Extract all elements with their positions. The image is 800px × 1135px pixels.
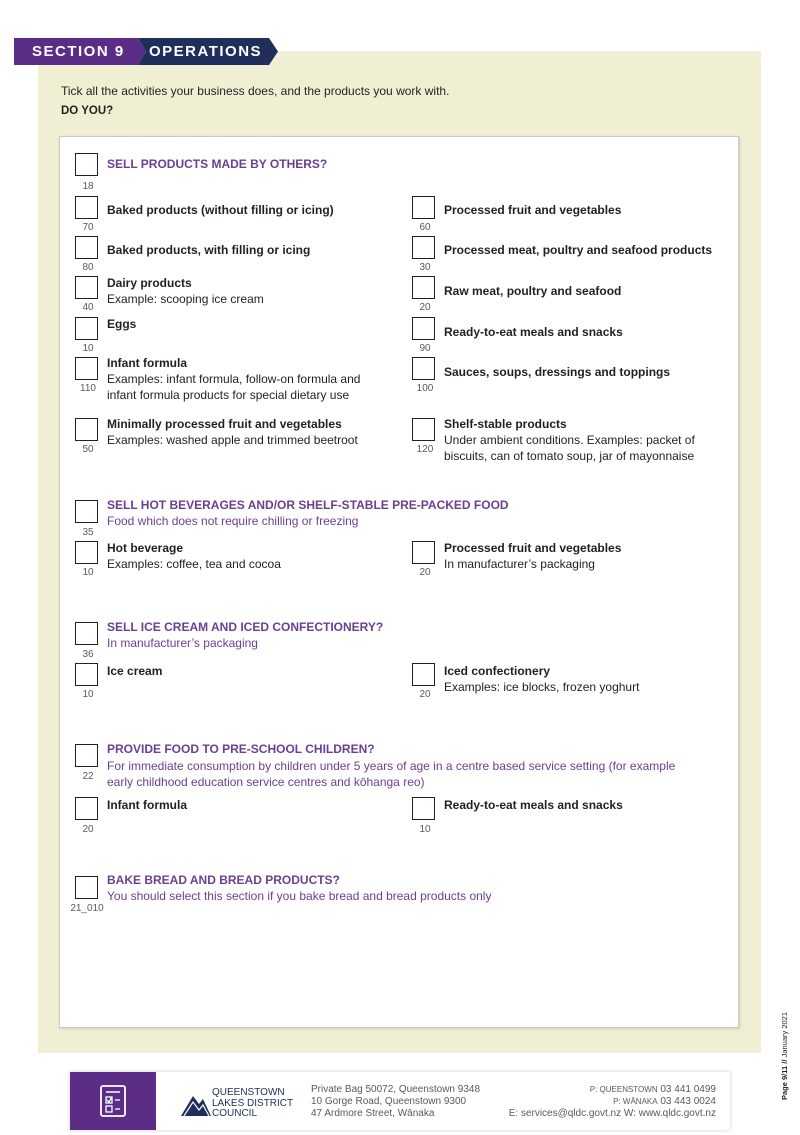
code-label: 110	[80, 383, 96, 394]
section-heading-bake-bread: BAKE BREAD AND BREAD PRODUCTS?	[107, 873, 340, 887]
code-label: 18	[82, 181, 94, 192]
item-label: Baked products (without filling or icing)	[107, 203, 334, 217]
checkbox-infant-formula[interactable]	[75, 357, 98, 380]
item-label: Processed fruit and vegetables	[444, 203, 622, 217]
checkbox-preschool-ready-to-eat[interactable]	[412, 797, 435, 820]
checkbox-sell-ice-cream[interactable]	[75, 622, 98, 645]
item-description: Examples: coffee, tea and cocoa	[107, 557, 281, 571]
code-label: 20	[419, 302, 431, 313]
section-title: OPERATIONS	[149, 43, 263, 60]
code-label: 21_010	[70, 903, 104, 914]
email-link[interactable]: services@qldc.govt.nz	[520, 1108, 622, 1119]
phone-wanaka[interactable]: 03 443 0024	[660, 1096, 716, 1107]
section-heading-hot-beverages: SELL HOT BEVERAGES AND/OR SHELF-STABLE PRE-PACKED FOOD	[107, 498, 509, 512]
item-label: Ready-to-eat meals and snacks	[444, 798, 623, 812]
item-description: Example: scooping ice cream	[107, 292, 264, 306]
code-label: 70	[82, 222, 94, 233]
section-subheading: Food which does not require chilling or freezing	[107, 514, 359, 528]
phone-queenstown[interactable]: 03 441 0499	[660, 1084, 716, 1095]
code-label: 50	[82, 444, 94, 455]
code-label: 100	[416, 383, 434, 394]
code-label: 20	[82, 824, 94, 835]
item-description: In manufacturer’s packaging	[444, 557, 595, 571]
checkbox-sauces-soups[interactable]	[412, 357, 435, 380]
page-separator: //	[780, 1059, 789, 1064]
code-label: 10	[82, 689, 94, 700]
section-subheading: For immediate consumption by children under 5 years of age in a centre based service setting (for example early childhood education service centres and kōhanga reo)	[107, 759, 676, 789]
code-label: 22	[82, 771, 94, 782]
section-subheading: You should select this section if you bake bread and bread products only	[107, 889, 492, 903]
email-label: E:	[508, 1108, 519, 1119]
code-label: 30	[419, 262, 431, 273]
phone-queenstown-label: P: QUEENSTOWN	[589, 1085, 658, 1094]
do-you-heading: DO YOU?	[61, 105, 114, 117]
code-label: 10	[82, 343, 94, 354]
item-label: Shelf-stable products Under ambient conditions. Examples: packet of biscuits, can of tomato soup, jar of mayonnaise	[444, 417, 695, 463]
item-description: Examples: infant formula, follow-on formula and	[107, 372, 361, 386]
item-label: Processed meat, poultry and seafood products	[444, 243, 713, 257]
code-label: 120	[416, 444, 434, 455]
checkbox-minimally-processed[interactable]	[75, 418, 98, 441]
issue-date: January 2021	[780, 1011, 789, 1058]
item-label: Minimally processed fruit and vegetables Examples: washed apple and trimmed beetroot	[107, 417, 358, 447]
code-label: 20	[419, 689, 431, 700]
instruction-text: Tick all the activities your business does, and the products you work with.	[61, 84, 450, 98]
item-label: Infant formula Examples: infant formula, follow-on formula and infant formula products for special dietary use	[107, 356, 361, 402]
page-number-date	[780, 1012, 789, 1100]
checkbox-preschool-infant-formula[interactable]	[75, 797, 98, 820]
phone-wanaka-label: P: WĀNAKA	[613, 1097, 658, 1106]
item-label: Infant formula	[107, 798, 187, 812]
qldc-mountain-logo-icon	[181, 1090, 211, 1116]
checkbox-ice-cream[interactable]	[75, 663, 98, 686]
checkbox-iced-confectionery[interactable]	[412, 663, 435, 686]
form-document-icon	[70, 1072, 156, 1130]
item-label: Raw meat, poultry and seafood	[444, 284, 622, 298]
item-label: Ready-to-eat meals and snacks	[444, 325, 623, 339]
checkbox-eggs[interactable]	[75, 317, 98, 340]
code-label: 60	[419, 222, 431, 233]
code-label: 20	[419, 567, 431, 578]
checkbox-baked-without-filling[interactable]	[75, 196, 98, 219]
item-description: biscuits, can of tomato soup, jar of mayonnaise	[444, 449, 695, 463]
checkbox-raw-meat[interactable]	[412, 276, 435, 299]
page-number: Page 9/11	[780, 1065, 789, 1100]
section-subheading: In manufacturer’s packaging	[107, 636, 258, 650]
footer-form-icon-block	[70, 1072, 156, 1130]
postal-address: Private Bag 50072, Queenstown 9348 10 Gorge Road, Queenstown 9300 47 Ardmore Street, Wānaka	[311, 1084, 481, 1119]
code-label: 35	[82, 527, 94, 538]
item-label: Sauces, soups, dressings and toppings	[444, 365, 671, 379]
section-number: SECTION 9	[32, 43, 125, 60]
checkbox-shelf-stable[interactable]	[412, 418, 435, 441]
code-label: 36	[82, 649, 94, 660]
contact-details	[470, 1084, 716, 1120]
web-label: W:	[623, 1108, 636, 1119]
checkbox-provide-food-preschool[interactable]	[75, 744, 98, 767]
code-label: 10	[419, 824, 431, 835]
item-label: Processed fruit and vegetables In manufacturer’s packaging	[444, 541, 622, 571]
checkbox-ready-to-eat[interactable]	[412, 317, 435, 340]
checkbox-processed-fruit-veg-packaged[interactable]	[412, 541, 435, 564]
checkbox-sell-products-made-by-others[interactable]	[75, 153, 98, 176]
section-heading-sell-products: SELL PRODUCTS MADE BY OTHERS?	[107, 157, 328, 171]
checkbox-processed-fruit-veg[interactable]	[412, 196, 435, 219]
code-label: 80	[82, 262, 94, 273]
checkbox-processed-meat[interactable]	[412, 236, 435, 259]
item-description: Under ambient conditions. Examples: packet of	[444, 433, 695, 447]
item-description: Examples: ice blocks, frozen yoghurt	[444, 680, 640, 694]
item-description: Examples: washed apple and trimmed beetroot	[107, 433, 358, 447]
item-label: Eggs	[107, 317, 137, 331]
checkbox-bake-bread[interactable]	[75, 876, 98, 899]
checkbox-sell-hot-beverages[interactable]	[75, 500, 98, 523]
code-label: 40	[82, 302, 94, 313]
section-heading-preschool: PROVIDE FOOD TO PRE-SCHOOL CHILDREN?	[107, 742, 375, 756]
item-label: Hot beverage Examples: coffee, tea and cocoa	[107, 541, 281, 571]
code-label: 90	[419, 343, 431, 354]
checkbox-dairy-products[interactable]	[75, 276, 98, 299]
council-name: QUEENSTOWN LAKES DISTRICT COUNCIL	[212, 1087, 294, 1119]
checkbox-baked-with-filling[interactable]	[75, 236, 98, 259]
item-label: Dairy products Example: scooping ice cream	[107, 276, 264, 306]
item-label: Iced confectionery Examples: ice blocks, frozen yoghurt	[444, 664, 640, 694]
section-heading-ice-cream: SELL ICE CREAM AND ICED CONFECTIONERY?	[107, 620, 384, 634]
item-label: Ice cream	[107, 664, 163, 678]
checkbox-hot-beverage[interactable]	[75, 541, 98, 564]
item-label: Baked products, with filling or icing	[107, 243, 311, 257]
section-tab	[14, 38, 278, 65]
web-link[interactable]: www.qldc.govt.nz	[638, 1108, 716, 1119]
code-label: 10	[82, 567, 94, 578]
item-description: infant formula products for special dietary use	[107, 388, 350, 402]
